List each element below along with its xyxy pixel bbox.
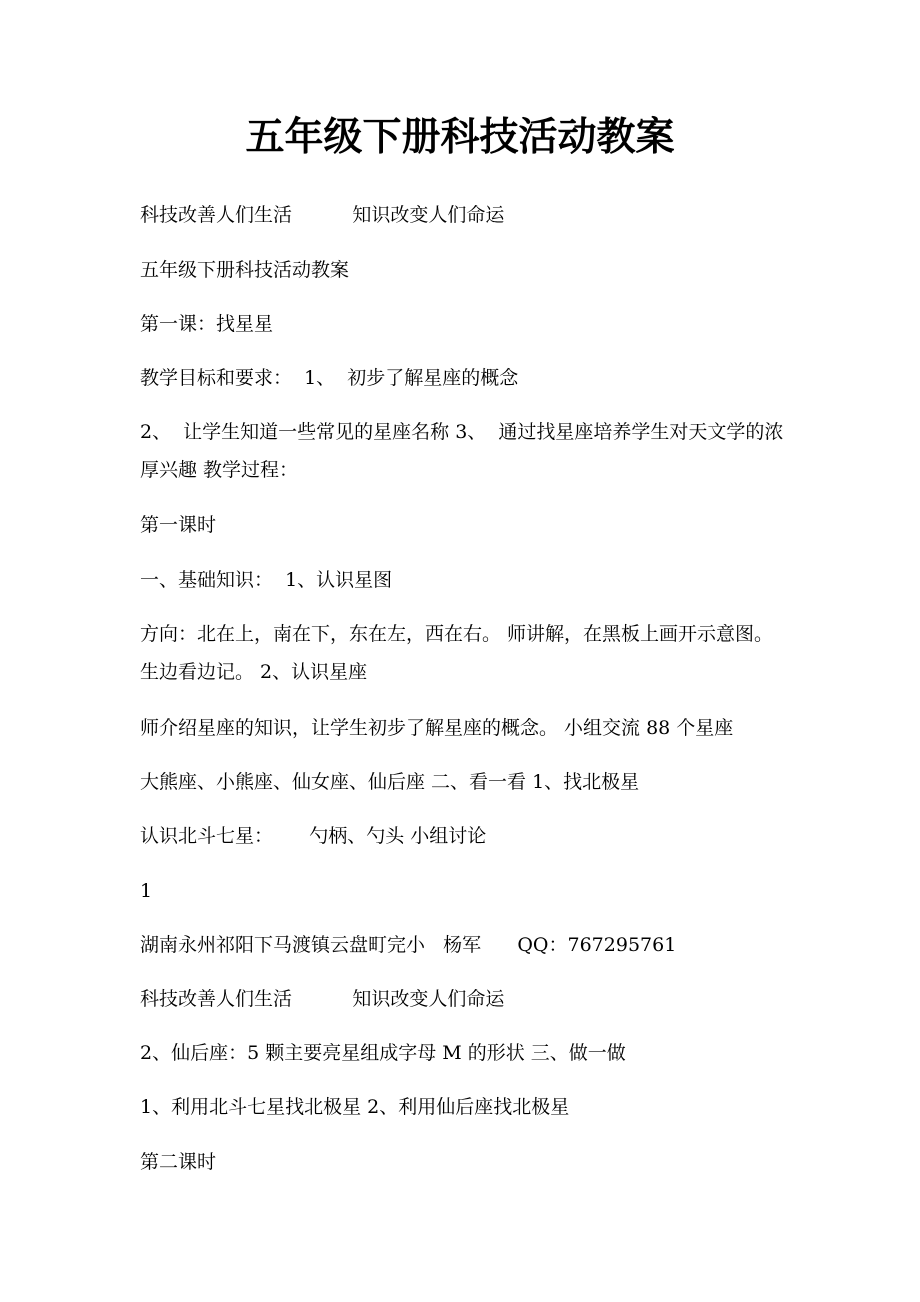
- author-footer: 湖南永州祁阳下马渡镇云盘町完小 杨军 QQ：767295761: [140, 934, 677, 956]
- constellation-list: 大熊座、小熊座、仙女座、仙后座 二、看一看 1、找北极星: [140, 771, 640, 793]
- header-slogan-repeat: 科技改善人们生活 知识改变人们命运: [140, 988, 505, 1010]
- constellation-intro: 师介绍星座的知识，让学生初步了解星座的概念。 小组交流 88 个星座: [140, 717, 734, 739]
- document-title: 五年级下册科技活动教案: [245, 115, 675, 160]
- page-number: 1: [140, 880, 153, 902]
- find-polaris-paragraph: 1、利用北斗七星找北极星 2、利用仙后座找北极星: [140, 1096, 570, 1118]
- first-period-heading: 第一课时: [140, 514, 217, 536]
- subtitle: 五年级下册科技活动教案: [140, 259, 350, 281]
- lesson-heading: 第一课：找星星: [140, 313, 274, 335]
- directions-paragraph: 方向：北在上，南在下，东在左，西在右。 师讲解，在黑板上画开示意图。 生边看边记。 2、认识星座: [140, 623, 780, 683]
- second-period-heading: 第二课时: [140, 1151, 217, 1173]
- basic-knowledge: 一、基础知识： 1、认识星图: [140, 569, 393, 591]
- teaching-goals: 教学目标和要求： 1、 初步了解星座的概念: [140, 367, 519, 389]
- cassiopeia-paragraph: 2、仙后座：5 颗主要亮星组成字母 M 的形状 三、做一做: [140, 1042, 626, 1064]
- header-slogan: 科技改善人们生活 知识改变人们命运: [140, 204, 505, 226]
- teaching-goals-continued: 2、 让学生知道一些常见的星座名称 3、 通过找星座培养学生对天文学的浓厚兴趣 教学过程：: [140, 421, 784, 481]
- big-dipper-paragraph: 认识北斗七星： 勺柄、勺头 小组讨论: [140, 825, 487, 847]
